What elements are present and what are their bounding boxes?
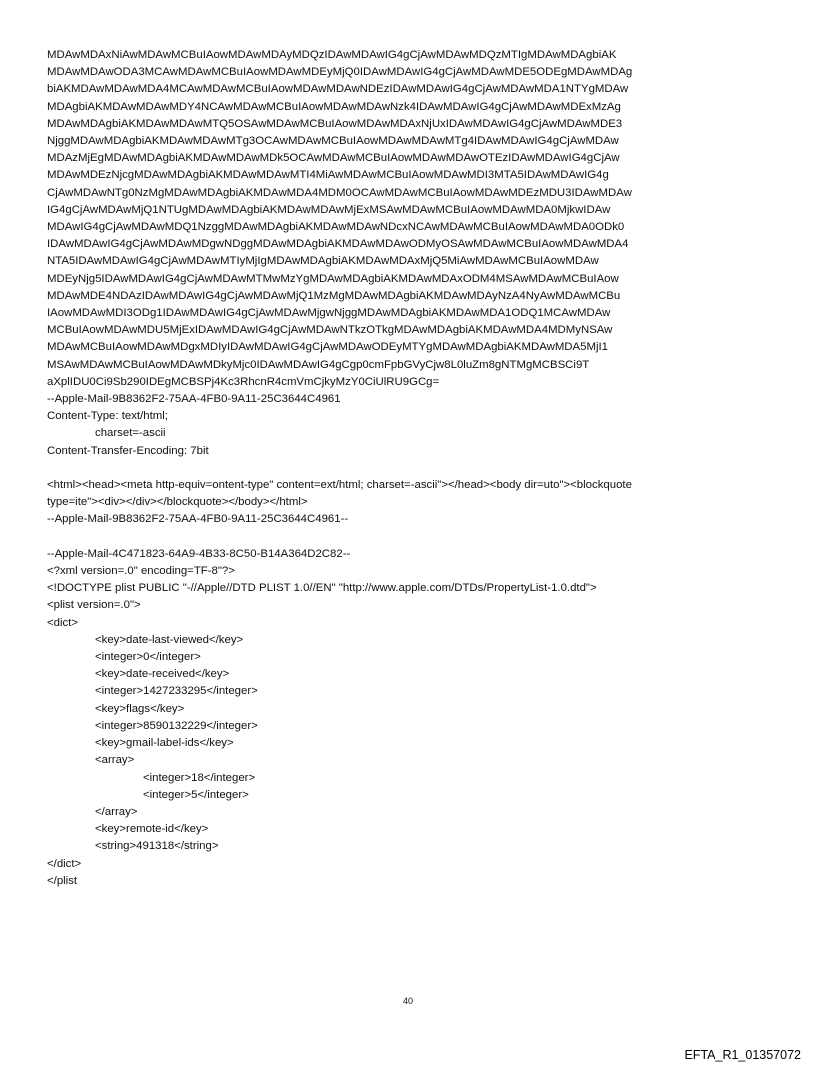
text-line: <?xml version=.0" encoding=TF-8"?> [47, 565, 235, 578]
text-line: charset=-ascii [95, 427, 166, 440]
text-line: IAowMDAwMDI3ODg1IDAwMDAwIG4gCjAwMDAwMjgwNjggMDAwMDAgbiAKMDAwMDA1ODQ1MCAwMDAw [47, 307, 611, 320]
text-line: MDAwMDEzNjcgMDAwMDAgbiAKMDAwMDAwMTI4MiAwMDAwMCBuIAowMDAwMDI3MTA5IDAwMDAwIG4g [47, 169, 609, 182]
text-line: <html><head><meta http-equiv=ontent-type" content=ext/html; charset=-ascii"></head><body dir=uto"><blockquote [47, 479, 632, 492]
text-line: <key>gmail-label-ids</key> [95, 737, 234, 750]
text-line: <key>flags</key> [95, 702, 185, 715]
page-number: 40 [402, 996, 413, 1006]
text-line: <integer>5</integer> [143, 788, 249, 801]
text-line: MDEyNjg5IDAwMDAwIG4gCjAwMDAwMTMwMzYgMDAwMDAgbiAKMDAwMDAxODM4MSAwMDAwMCBuIAow [47, 272, 619, 285]
text-line: MDAwMCBuIAowMDAwMDgxMDIyIDAwMDAwIG4gCjAwMDAwODEyMTYgMDAwMDAgbiAKMDAwMDA5MjI1 [47, 341, 608, 354]
text-line: <string>491318</string> [95, 840, 219, 853]
text-line: --Apple-Mail-9B8362F2-75AA-4FB0-9A11-25C3644C4961-- [47, 513, 349, 526]
text-line: MSAwMDAwMCBuIAowMDAwMDkyMjc0IDAwMDAwIG4gCgp0cmFpbGVyCjw8L0luZm8gNTMgMCBSCi9T [47, 358, 590, 371]
text-line: <integer>18</integer> [143, 771, 256, 784]
text-line: IG4gCjAwMDAwMjQ1NTUgMDAwMDAgbiAKMDAwMDAwMjExMSAwMDAwMCBuIAowMDAwMDA0MjkwIDAw [47, 203, 611, 216]
bates-number: EFTA_R1_01357072 [684, 1048, 801, 1062]
text-line: <key>remote-id</key> [95, 823, 209, 836]
text-line: type=ite"><div></div></blockquote></body></html> [47, 496, 308, 509]
text-line: <!DOCTYPE plist PUBLIC "-//Apple//DTD PLIST 1.0//EN" "http://www.apple.com/DTDs/PropertyList-1.0.dtd"> [47, 582, 597, 595]
text-line: <integer>0</integer> [95, 651, 201, 664]
text-line: CjAwMDAwNTg0NzMgMDAwMDAgbiAKMDAwMDA4MDM0OCAwMDAwMCBuIAowMDAwMDEzMDU3IDAwMDAw [47, 186, 632, 199]
document-body [47, 47, 777, 890]
text-line: MDAzMjEgMDAwMDAgbiAKMDAwMDAwMDk5OCAwMDAwMCBuIAowMDAwMDAwOTEzIDAwMDAwIG4gCjAw [47, 152, 620, 165]
text-line: <key>date-last-viewed</key> [95, 633, 244, 646]
text-line: </plist [47, 874, 78, 887]
text-line: </array> [95, 805, 138, 818]
text-line: MDAwIG4gCjAwMDAwMDQ1NzggMDAwMDAgbiAKMDAwMDAwNDcxNCAwMDAwMCBuIAowMDAwMDA0ODk0 [47, 221, 625, 234]
text-line: MDAwMDAxNiAwMDAwMCBuIAowMDAwMDAyMDQzIDAwMDAwIG4gCjAwMDAwMDQzMTIgMDAwMDAgbiAK [47, 49, 617, 61]
text-line: <integer>1427233295</integer> [95, 685, 258, 698]
text-line: --Apple-Mail-4C471823-64A9-4B33-8C50-B14A364D2C82-- [47, 547, 351, 560]
text-line: MDAwMDE4NDAzIDAwMDAwIG4gCjAwMDAwMjQ1MzMgMDAwMDAgbiAKMDAwMDAyNzA4NyAwMDAwMCBu [47, 289, 621, 302]
text-line: aXplIDU0Ci9Sb290IDEgMCBSPj4Kc3RhcnR4cmVmCjkyMzY0CiUlRU9GCg= [47, 375, 440, 388]
text-line: MDAwMDAwODA3MCAwMDAwMCBuIAowMDAwMDEyMjQ0IDAwMDAwIG4gCjAwMDAwMDE5ODEgMDAwMDAg [47, 66, 633, 79]
text-line: <array> [95, 754, 135, 767]
text-line: <integer>8590132229</integer> [95, 719, 258, 732]
text-line [47, 529, 777, 546]
text-line: <key>date-received</key> [95, 668, 230, 681]
text-line: Content-Type: text/html; [47, 410, 168, 423]
text-line: MDAgbiAKMDAwMDAwMDY4NCAwMDAwMCBuIAowMDAwMDAwNzk4IDAwMDAwIG4gCjAwMDAwMDExMzAg [47, 100, 621, 113]
text-line: <plist version=.0"> [47, 599, 141, 612]
text-line: <dict> [47, 616, 79, 629]
text-line: biAKMDAwMDAwMDA4MCAwMDAwMCBuIAowMDAwMDAwNDEzIDAwMDAwIG4gCjAwMDAwMDA1NTYgMDAw [47, 83, 629, 96]
text-line: NjggMDAwMDAgbiAKMDAwMDAwMTg3OCAwMDAwMCBuIAowMDAwMDAwMTg4IDAwMDAwIG4gCjAwMDAw [47, 135, 619, 148]
text-line: IDAwMDAwIG4gCjAwMDAwMDgwNDggMDAwMDAgbiAKMDAwMDAwODMyOSAwMDAwMCBuIAowMDAwMDA4 [47, 238, 629, 251]
text-line: MDAwMDAgbiAKMDAwMDAwMTQ5OSAwMDAwMCBuIAowMDAwMDAxNjUxIDAwMDAwIG4gCjAwMDAwMDE3 [47, 117, 623, 130]
text-line: MCBuIAowMDAwMDU5MjExIDAwMDAwIG4gCjAwMDAwNTkzOTkgMDAwMDAgbiAKMDAwMDA4MDMyNSAw [47, 324, 613, 337]
text-line [47, 460, 777, 477]
text-line: --Apple-Mail-9B8362F2-75AA-4FB0-9A11-25C3644C4961 [47, 393, 341, 406]
text-line: </dict> [47, 857, 82, 870]
text-line: Content-Transfer-Encoding: 7bit [47, 444, 209, 457]
text-line: NTA5IDAwMDAwIG4gCjAwMDAwMTIyMjIgMDAwMDAgbiAKMDAwMDAxMjQ5MiAwMDAwMCBuIAowMDAw [47, 255, 599, 268]
